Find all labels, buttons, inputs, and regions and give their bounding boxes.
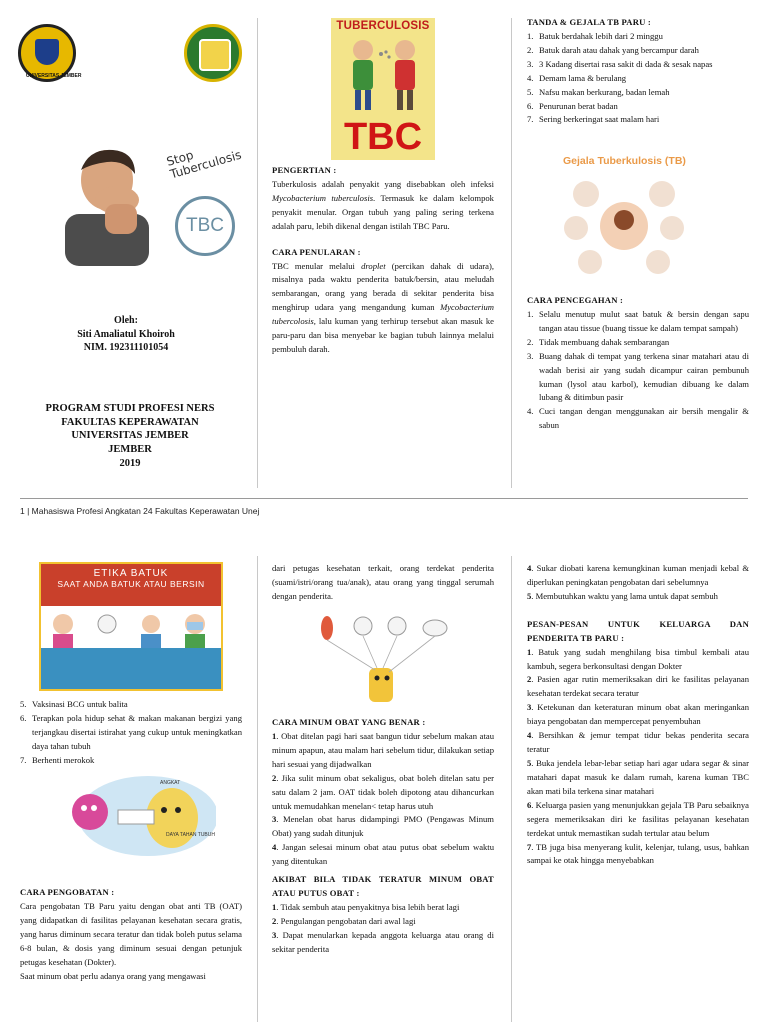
pengertian-paragraph: Tuberkulosis adalah penyakit yang disebabkan oleh infeksi Mycobacterium tuberculosis. Termasuk ke dalam kelompok penyakit menular. Organ tubuh yang paling sering terkena adalah paru, lebih dikenal dengan istilah TBC Paru. [272, 178, 494, 231]
coughing-man-icon [59, 144, 151, 266]
logo-group [18, 24, 246, 86]
author-nim: NIM. 192311101054 [83, 342, 169, 353]
list-item: 2. Tidak membuang dahak sembarangan [527, 336, 670, 347]
tuberculosis-poster [331, 18, 435, 160]
list-item: 7. TB juga bisa menyerang kulit, kelenjar, tulang, usus, bahkan sampai ke otak hingga menyebabkan [527, 841, 749, 866]
pesan-heading: PESAN-PESAN UNTUK KELUARGA DAN PENDERITA TB PARU : [527, 618, 749, 643]
list-item: 5. Membutuhkan waktu yang lama untuk dapat sembuh [527, 590, 718, 601]
program-line: FAKULTAS KEPERAWATAN [61, 416, 199, 428]
tbc-badge: TBC [175, 196, 235, 256]
pengobatan-paragraph-2: Saat minum obat perlu adanya orang yang mengawasi [20, 970, 206, 981]
tb-drugs-illustration [311, 614, 457, 714]
cartoon-label-1: ANGKAT [160, 780, 181, 786]
symptoms-diagram-icon [564, 172, 684, 276]
cough-etiquette-poster [39, 562, 223, 691]
pencegahan-list [527, 308, 749, 433]
list-item: 5. Nafsu makan berkurang, badan lemah [527, 86, 670, 97]
etika-title: ETIKA BATUK SAAT ANDA BATUK ATAU BERSIN [57, 568, 205, 589]
page2-col2-intro: dari petugas kesehatan terkait, orang terdekat penderita (suami/istri/orang tua/anak), atau orang yang tinggal serumah dengan penderita. [272, 563, 494, 601]
list-item: 5. Vaksinasi BCG untuk balita [20, 699, 128, 709]
program-block [30, 402, 230, 470]
poster-tbc-text: TBC [343, 116, 423, 158]
faculty-logo [184, 24, 242, 82]
list-item: 6. Keluarga pasien yang menunjukkan gejala TB Paru sebaiknya segera memeriksakan diri ke fasilitas pelayanan kesehatan terdekat untuk memastikan sudah tertular atau belum [527, 799, 749, 838]
list-item: 2. Batuk darah atau dahak yang bercampur darah [527, 44, 699, 55]
pengobatan-paragraph: Cara pengobatan TB Paru yaitu dengan obat anti TB (OAT) yang didapatkan di fasilitas pelayanan kesehatan secara gratis, yang harus diminum secara teratur dan tidak boleh putus selama 6-8 bulan, & dosis yang diminum sesuai dengan petunjuk petugas kesehatan (Dokter). [20, 900, 242, 967]
list-item: 1. Tidak sembuh atau penyakitnya bisa lebih berat lagi [272, 901, 460, 912]
etika-footer-band [41, 648, 221, 689]
list-item: 1. Selalu menutup mulut saat batuk & bersin dengan sapu tangan atau tissue (buang tissue ke dalam tempat sampah) [527, 308, 749, 333]
tb-symptoms-illustration [560, 154, 688, 280]
stop-tuberculosis-label: Stop Tuberculosis [164, 147, 243, 181]
author-block [36, 314, 216, 355]
list-item: 7. Berhenti merokok [20, 754, 95, 765]
program-line: JEMBER [108, 443, 152, 455]
author-by-label: Oleh: [114, 315, 138, 326]
pengertian-heading: PENGERTIAN : [272, 165, 337, 175]
university-logo-text: UNIVERSITAS JEMBER [26, 73, 82, 79]
program-line: 2019 [119, 457, 141, 469]
symptoms-image-title: Gejala Tuberkulosis (TB) [563, 155, 686, 167]
etika-steps-band [41, 606, 221, 648]
list-item: 3. Dapat menularkan kepada anggota keluarga atau orang di sekitar penderita [272, 929, 494, 954]
immune-cartoon-icon [60, 772, 216, 860]
list-item: 2. Pengulangan pengobatan dari awal lagi [272, 915, 416, 926]
list-item: 7. Sering berkeringat saat malam hari [527, 114, 660, 125]
column-divider [257, 18, 258, 488]
list-item: 4. Demam lama & berulang [527, 72, 627, 83]
minum-obat-section [272, 716, 494, 957]
list-item: 4. Bersihkan & jemur tempat tidur bekas penderita secara teratur [527, 730, 749, 755]
column-2-text [272, 164, 494, 357]
sneezing-people-icon [337, 36, 429, 112]
list-item: 2. Jika sulit minum obat sekaligus, obat boleh ditelan satu per satu dalam 2 jam. OAT tidak boleh dipotong atau dihancurkan untuk memudahkan menelan< tetap harus utuh [272, 772, 494, 811]
cough-steps-icon [41, 606, 221, 648]
pengobatan-section [20, 886, 242, 983]
list-item: 4. Cuci tangan dengan menggunakan air bersih mengalir & sabun [527, 406, 749, 431]
list-item: 4. Jangan selesai minum obat atau putus obat sebelum waktu yang ditentukan [272, 842, 494, 867]
footer-divider [20, 498, 748, 499]
list-item: 1. Batuk yang sudah menghilang bisa timbul kembali atau kambuh, segera berkonsultasi dengan Dokter [527, 646, 749, 671]
list-item: 3. 3 Kadang disertai rasa sakit di dada & sesak napas [527, 58, 713, 69]
stop-tuberculosis-illustration [27, 128, 253, 266]
column-divider [511, 556, 512, 1022]
list-item: 2. Pasien agar rutin memeriksakan diri ke fasilitas pelayanan kesehatan terdekat secara teratur [527, 674, 749, 699]
pengobatan-heading: CARA PENGOBATAN : [20, 887, 115, 897]
gejala-heading: TANDA & GEJALA TB PARU : [527, 17, 651, 27]
author-name: Siti Amaliatul Khoiroh [77, 328, 175, 340]
gejala-list [527, 30, 749, 127]
list-item: 5. Buka jendela lebar-lebar setiap hari agar udara segar & sinar matahari dapat masuk ke dalam rumah, karena kuman TBC akan mati bila terkena sinar matahari [527, 757, 749, 796]
program-line: UNIVERSITAS JEMBER [71, 430, 189, 442]
list-item: 3. Ketekunan dan keteraturan minum obat akan meringankan biaya pengobatan dan mempercepat penyembuhan [527, 702, 749, 727]
program-line: PROGRAM STUDI PROFESI NERS [45, 403, 215, 414]
penularan-heading: CARA PENULARAN : [272, 246, 361, 257]
column-divider [511, 18, 512, 488]
list-item: 4. Sukar diobati karena kemungkinan kuman menjadi kebal & diperlukan peningkatan pengobatan dari sebelumnya [527, 563, 749, 587]
list-item: 6. Penurunan berat badan [527, 100, 618, 111]
list-item: 1. Obat ditelan pagi hari saat bangun tidur sebelum makan atau minum apapun, atau malam hari sebelum tidur, dilakukan setiap hari sesuai yang dijadwalkan [272, 730, 494, 769]
pencegahan-heading: CARA PENCEGAHAN : [527, 295, 624, 305]
gejala-section [527, 16, 749, 127]
minum-heading: CARA MINUM OBAT YANG BENAR : [272, 717, 426, 727]
page2-col3 [527, 562, 749, 868]
list-item: 1. Batuk berdahak lebih dari 2 minggu [527, 30, 663, 41]
column-divider [257, 556, 258, 1022]
page2-col1-list [20, 698, 242, 768]
poster-title: TUBERCULOSIS [336, 20, 430, 32]
list-item: 6. Terapkan pola hidup sehat & makan makanan bergizi yang terjangkau disertai istirahat yang cukup untuk meningkatkan daya tahan tubuh [20, 712, 242, 751]
page-footer: 1 | Mahasiswa Profesi Angkatan 24 Fakultas Keperawatan Unej [20, 506, 260, 516]
cartoon-label-2: DAYA TAHAN TUBUH [166, 832, 215, 838]
penularan-paragraph: TBC menular melalui droplet (percikan dahak di udara), misalnya pada waktu penderita batuk/bersin, atau meludah sembarangan, orang yang berada di sekitar penderita bisa menghirup udara yang mengandung kuman Mycobacterium tubercolosis, lalu kuman yang terhirup tersebut akan masuk ke paru-paru dan bisa menyebar ke bagian tubuh lainnya melalui pembuluh darah. [272, 260, 494, 355]
list-item: 3. Menelan obat harus didampingi PMO (Pengawas Minum Obat) yang sudah ditunjuk [272, 814, 494, 839]
list-item: 3. Buang dahak di tempat yang terkena sinar matahari atau di wadah berisi air yang sudah dicampur cairan pembunuh kuman (lysol atau karbol), kemudian dibuang ke dalam lubang & ditimbun pasir [527, 350, 749, 403]
akibat-heading: AKIBAT BILA TIDAK TERATUR MINUM OBAT ATAU PUTUS OBAT : [272, 874, 494, 899]
pencegahan-section [527, 294, 749, 433]
